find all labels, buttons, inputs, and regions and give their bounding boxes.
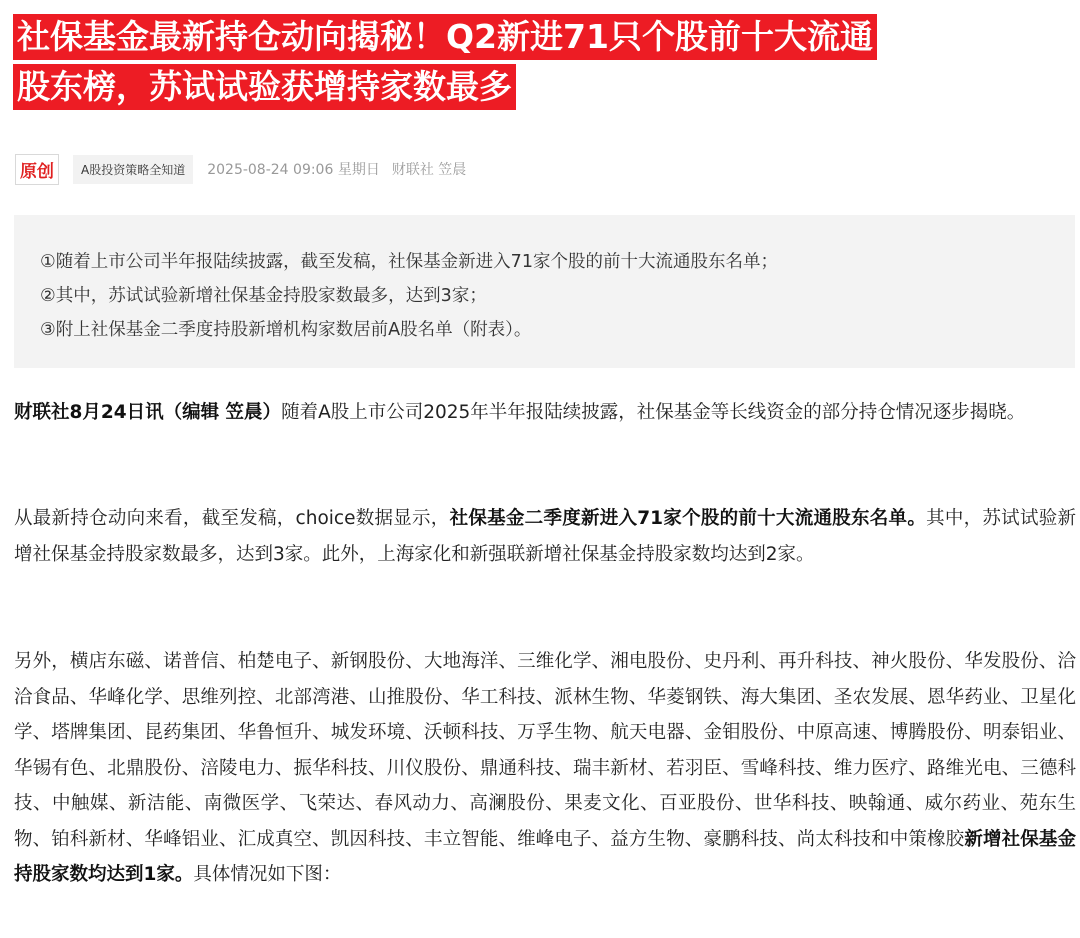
article-title <box>13 14 1075 114</box>
paragraph-2-text-a: 从最新持仓动向来看，截至发稿，choice数据显示， <box>14 508 450 529</box>
paragraph-1-text: 随着A股上市公司2025年半年报陆续披露，社保基金等长线资金的部分持仓情况逐步揭晓。 <box>281 402 1026 423</box>
paragraph-2-highlight: 社保基金二季度新进入71家个股的前十大流通股东名单。 <box>449 508 927 529</box>
article-source: 财联社 笠晨 <box>391 162 467 178</box>
summary-box <box>14 215 1075 368</box>
paragraph-1-lead: 财联社8月24日讯（编辑 笠晨） <box>14 402 282 423</box>
title-line-2: 股东榜，苏试试验获增持家数最多 <box>13 64 516 110</box>
original-badge: 原创 <box>15 154 59 185</box>
summary-point-1: ①随着上市公司半年报陆续披露，截至发稿，社保基金新进入71家个股的前十大流通股东名单； <box>40 252 778 272</box>
paragraph-3-highlight: 新增社保基金持股家数均达到1家。 <box>14 828 1076 885</box>
summary-point-2: ②其中，苏试试验新增社保基金持股家数最多，达到3家； <box>40 286 487 306</box>
paragraph-1 <box>14 395 1076 431</box>
paragraph-3 <box>14 644 1076 893</box>
source-tag[interactable]: A股投资策略全知道 <box>73 155 193 184</box>
title-line-1: 社保基金最新持仓动向揭秘！Q2新进71只个股前十大流通 <box>13 14 877 60</box>
summary-point-3: ③附上社保基金二季度持股新增机构家数居前A股名单（附表）。 <box>40 320 532 340</box>
paragraph-3-text-a: 另外，横店东磁、诺普信、柏楚电子、新钢股份、大地海洋、三维化学、湘电股份、史丹利、再升科技、神火股份、华发股份、洽洽食品、华峰化学、思维列控、北部湾港、山推股份、华工科技、派林生物、华菱钢铁、海大集团、圣农发展、恩华药业、卫星化学、塔牌集团、昆药集团、华鲁恒升、城发环境、沃顿科技、万孚生物、航天电器、金钼股份、中原高速、博腾股份、明泰铝业、华锡有色、北鼎股份、涪陵电力、振华科技、川仪股份、鼎通科技、瑞丰新材、若羽臣、雪峰科技、维力医疗、路维光电、三德科技、中触媒、新洁能、南微医学、飞荣达、春风动力、高澜股份、果麦文化、百亚股份、世华科技、映翰通、威尔药业、苑东生物、铂科新材、华峰铝业、汇成真空、凯因科技、丰立智能、维峰电子、益方生物、豪鹏科技、尚太科技和中策橡胶 <box>14 651 1076 850</box>
paragraph-2-text-b: 其中，苏试试验新增社保基金持股家数最多，达到3家。此外，上海家化和新强联新增社保基金持股家数均达到2家。 <box>14 508 1076 565</box>
publish-datetime: 2025-08-24 09:06 星期日 <box>207 162 380 178</box>
paragraph-3-text-b: 具体情况如下图： <box>193 864 342 885</box>
article-meta <box>15 154 466 184</box>
paragraph-2 <box>14 501 1076 572</box>
